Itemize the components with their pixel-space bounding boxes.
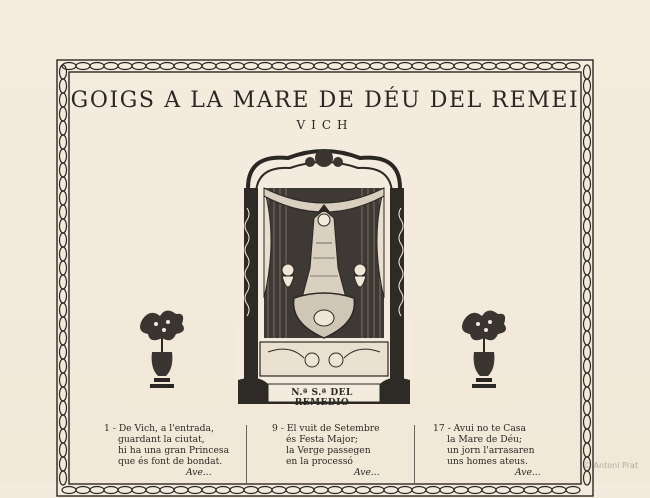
- chain-link: [60, 345, 67, 359]
- chain-link: [146, 63, 160, 70]
- chain-link: [132, 487, 146, 494]
- chain-link: [356, 487, 370, 494]
- verse-line: en la processó: [286, 456, 353, 467]
- chain-link: [60, 261, 67, 275]
- chain-link: [384, 63, 398, 70]
- chain-link: [314, 487, 328, 494]
- chain-link: [286, 63, 300, 70]
- chain-link: [132, 63, 146, 70]
- chain-link: [342, 63, 356, 70]
- chain-link: [454, 63, 468, 70]
- chain-link: [584, 65, 591, 79]
- chain-link: [60, 177, 67, 191]
- column-divider: [414, 425, 415, 483]
- chain-link: [584, 387, 591, 401]
- verse-line: 1 - De Vich, a l'entrada,: [104, 423, 214, 434]
- chain-link: [90, 487, 104, 494]
- chain-link: [60, 373, 67, 387]
- chain-link: [160, 487, 174, 494]
- chain-link: [258, 487, 272, 494]
- verse-line: és Festa Major;: [286, 434, 358, 445]
- chain-link: [584, 373, 591, 387]
- verse-line: la Verge passegen: [286, 445, 371, 456]
- chain-link: [468, 63, 482, 70]
- chain-link: [216, 63, 230, 70]
- chain-link: [60, 205, 67, 219]
- chain-link: [60, 163, 67, 177]
- chain-link: [384, 487, 398, 494]
- chain-link: [272, 487, 286, 494]
- chain-link: [60, 233, 67, 247]
- document-title: GOIGS A LA MARE DE DÉU DEL REMEI: [70, 88, 580, 113]
- chain-link: [174, 487, 188, 494]
- chain-link: [118, 487, 132, 494]
- chain-link: [328, 63, 342, 70]
- chain-link: [60, 387, 67, 401]
- chain-link: [566, 63, 580, 70]
- flower-urn-icon: [136, 306, 188, 392]
- chain-link: [412, 487, 426, 494]
- chain-link: [584, 191, 591, 205]
- chain-link: [584, 247, 591, 261]
- verse-line: 9 - El vuit de Setembre: [272, 423, 380, 434]
- chain-link: [216, 487, 230, 494]
- chain-link: [370, 63, 384, 70]
- chain-link: [412, 63, 426, 70]
- chain-link: [584, 275, 591, 289]
- chain-link: [60, 289, 67, 303]
- chain-link: [76, 487, 90, 494]
- chain-link: [454, 487, 468, 494]
- chain-link: [566, 487, 580, 494]
- verse-2: [272, 423, 380, 478]
- chain-link: [524, 487, 538, 494]
- chain-link: [510, 63, 524, 70]
- chain-link: [314, 63, 328, 70]
- verse-1: [104, 423, 229, 478]
- verse-refrain: Ave...: [515, 467, 541, 478]
- chain-link: [146, 487, 160, 494]
- flower-urn-icon: [458, 306, 510, 392]
- chain-link: [440, 487, 454, 494]
- chain-link: [426, 487, 440, 494]
- chain-link: [60, 247, 67, 261]
- verse-line: guardant la ciutat,: [118, 434, 205, 445]
- chain-link: [244, 487, 258, 494]
- chain-link: [482, 487, 496, 494]
- chain-link: [60, 191, 67, 205]
- chain-link: [104, 63, 118, 70]
- chain-link: [160, 63, 174, 70]
- verse-line: hi ha una gran Princesa: [118, 445, 230, 456]
- verse-3: [433, 423, 541, 478]
- chain-link: [552, 63, 566, 70]
- chain-link: [584, 149, 591, 163]
- chain-link: [60, 429, 67, 443]
- chain-link: [398, 63, 412, 70]
- chain-link: [538, 487, 552, 494]
- column-divider: [246, 425, 247, 483]
- chain-link: [398, 487, 412, 494]
- chain-link: [584, 359, 591, 373]
- virgin-engraving-image: [238, 148, 410, 404]
- chain-link: [60, 457, 67, 471]
- chain-link: [584, 415, 591, 429]
- chain-link: [496, 63, 510, 70]
- chain-link: [62, 487, 76, 494]
- chain-link: [60, 149, 67, 163]
- chain-link: [230, 487, 244, 494]
- chain-link: [584, 443, 591, 457]
- chain-link: [272, 63, 286, 70]
- chain-link: [76, 63, 90, 70]
- chain-link: [584, 233, 591, 247]
- chain-link: [300, 487, 314, 494]
- chain-link: [60, 317, 67, 331]
- chain-link: [584, 303, 591, 317]
- chain-link: [60, 219, 67, 233]
- chain-link: [584, 261, 591, 275]
- verse-line: 17 - Avui no te Casa: [433, 423, 527, 434]
- image-caption: N.ª S.ª DEL REMEDIO: [291, 388, 353, 408]
- chain-link: [230, 63, 244, 70]
- chain-link: [300, 63, 314, 70]
- chain-link: [244, 63, 258, 70]
- chain-link: [258, 63, 272, 70]
- chain-link: [118, 63, 132, 70]
- chain-link: [328, 487, 342, 494]
- chain-link: [538, 63, 552, 70]
- chain-link: [552, 487, 566, 494]
- chain-link: [342, 487, 356, 494]
- chain-link: [60, 443, 67, 457]
- verse-line: que és font de bondat.: [118, 456, 223, 467]
- chain-link: [188, 487, 202, 494]
- chain-link: [584, 429, 591, 443]
- chain-link: [60, 359, 67, 373]
- chain-link: [524, 63, 538, 70]
- chain-link: [584, 135, 591, 149]
- chain-link: [356, 63, 370, 70]
- chain-link: [60, 415, 67, 429]
- verse-refrain: Ave...: [354, 467, 380, 478]
- chain-link: [584, 219, 591, 233]
- verse-line: uns homes ateus.: [447, 456, 528, 467]
- verse-refrain: Ave...: [186, 467, 212, 478]
- chain-link: [60, 135, 67, 149]
- chain-link: [584, 345, 591, 359]
- verse-line: un jorn l'arrasaren: [447, 445, 535, 456]
- chain-link: [60, 401, 67, 415]
- chain-link: [584, 163, 591, 177]
- chain-link: [584, 401, 591, 415]
- chain-link: [440, 63, 454, 70]
- chain-link: [370, 487, 384, 494]
- chain-link: [188, 63, 202, 70]
- chain-link: [60, 331, 67, 345]
- chain-link: [482, 63, 496, 70]
- verse-line: la Mare de Déu;: [447, 434, 523, 445]
- chain-link: [584, 331, 591, 345]
- chain-link: [584, 205, 591, 219]
- chain-link: [496, 487, 510, 494]
- chain-link: [202, 63, 216, 70]
- chain-link: [426, 63, 440, 70]
- chain-link: [60, 275, 67, 289]
- copyright-watermark: © Antoni Prat: [583, 461, 638, 470]
- document-subtitle: VICH: [296, 118, 354, 132]
- chain-link: [584, 177, 591, 191]
- chain-link: [60, 303, 67, 317]
- chain-link: [584, 289, 591, 303]
- chain-link: [286, 487, 300, 494]
- chain-link: [104, 487, 118, 494]
- chain-link: [174, 63, 188, 70]
- chain-link: [202, 487, 216, 494]
- chain-link: [468, 487, 482, 494]
- chain-link: [90, 63, 104, 70]
- chain-link: [584, 317, 591, 331]
- chain-link: [510, 487, 524, 494]
